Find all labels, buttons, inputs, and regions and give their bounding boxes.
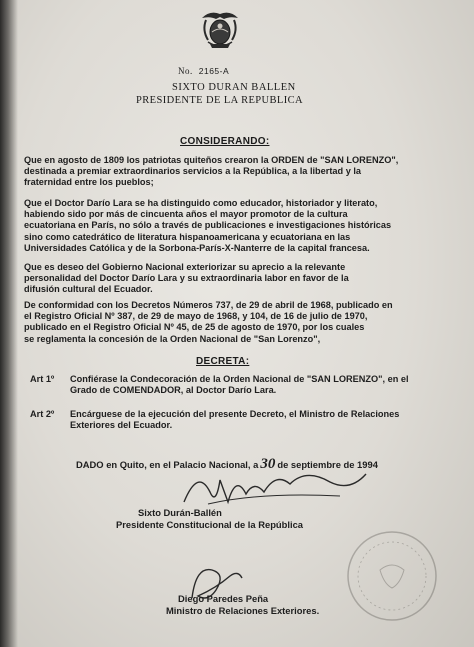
paragraph-line: Universidades Católica y de la Sorbona-París-X-Nanterre de la capital francesa.	[24, 242, 370, 253]
issuance-date-text: de septiembre de 1994	[277, 459, 378, 470]
page-edge-shadow	[0, 0, 18, 647]
article-line: Grado de COMENDADOR, al Doctor Darío Lara.	[70, 385, 277, 396]
article-text	[70, 409, 432, 431]
paragraph-line: ecuatoriana en París, no sólo a través de publicaciones e investigaciones históricas	[24, 220, 392, 231]
president-signature	[180, 462, 370, 512]
paragraph-line: Que en agosto de 1809 los patriotas quiteños crearon la ORDEN de "SAN LORENZO",	[24, 155, 399, 165]
considerando-paragraph-4	[24, 300, 434, 345]
article-label: Art 1º	[30, 374, 55, 384]
decree-number-prefix: No.	[178, 66, 193, 76]
minister-signer-title: Ministro de Relaciones Exteriores.	[166, 605, 320, 616]
decree-number-value: 2165-A	[198, 66, 230, 76]
article-label: Art 2º	[30, 409, 55, 419]
article-2	[30, 409, 440, 433]
president-title: PRESIDENTE DE LA REPUBLICA	[136, 95, 304, 106]
considerando-paragraph-1	[24, 155, 434, 189]
president-name: SIXTO DURAN BALLEN	[172, 82, 296, 93]
issuance-place-text: DADO en Quito, en el Palacio Nacional, a	[76, 459, 259, 470]
paragraph-line: publicado en el Registro Oficial Nº 45, de 25 de agosto de 1970, por los cuales	[24, 322, 365, 333]
president-signer-title: Presidente Constitucional de la República	[116, 519, 304, 530]
paragraph-line: destinada a premiar extraordinarios servicios a la República, a la libertad y la	[24, 166, 362, 177]
paragraph-line: habiendo sido por más de cincuenta años el mayor promotor de la cultura	[24, 209, 348, 220]
considerando-heading: CONSIDERANDO:	[180, 136, 270, 147]
paragraph-line: se reglamenta la concesión de la Orden Nacional de "San Lorenzo",	[24, 333, 321, 344]
considerando-paragraph-2	[24, 198, 434, 254]
paragraph-line: De conformidad con los Decretos Números 737, de 29 de abril de 1968, publicado en	[24, 300, 393, 310]
decreta-heading: DECRETA:	[196, 356, 250, 367]
paragraph-line: Que el Doctor Darío Lara se ha distinguido como educador, historiador y literato,	[24, 198, 378, 208]
article-line: Confiérase la Condecoración de la Orden Nacional de "SAN LORENZO", en el	[70, 374, 409, 384]
paragraph-line: Que es deseo del Gobierno Nacional exteriorizar su aprecio a la relevante	[24, 262, 346, 272]
paragraph-line: fraternidad entre los pueblos;	[24, 177, 154, 188]
considerando-paragraph-3	[24, 262, 434, 296]
article-line: Exteriores del Ecuador.	[70, 420, 173, 431]
minister-signer-name: Diego Paredes Peña	[178, 593, 269, 604]
president-signer-name: Sixto Durán-Ballén	[138, 507, 222, 518]
coat-of-arms-emblem	[196, 6, 244, 54]
paragraph-line: difusión cultural del Ecuador.	[24, 284, 153, 295]
official-seal-stamp	[330, 520, 450, 630]
article-text	[70, 374, 432, 396]
article-line: Encárguese de la ejecución del presente Decreto, el Ministro de Relaciones	[70, 409, 400, 419]
issuance-day-handwritten: 30	[260, 456, 276, 472]
paragraph-line: personalidad del Doctor Darío Lara y su extraordinaria labor en favor de la	[24, 273, 349, 284]
paragraph-line: sino como catedrático de literatura hispanoamericana y ecuatoriana en las	[24, 231, 351, 242]
decree-number	[178, 66, 229, 76]
paragraph-line: el Registro Oficial Nº 387, de 29 de mayo de 1968, y 104, de 16 de julio de 1970,	[24, 311, 368, 322]
article-1	[30, 374, 440, 398]
